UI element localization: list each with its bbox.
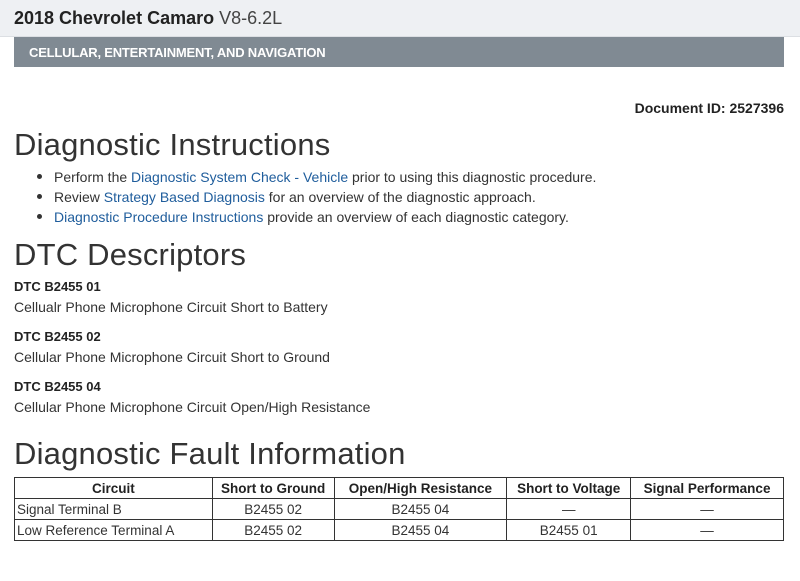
table-cell: — xyxy=(631,499,784,520)
document-id: Document ID: 2527396 xyxy=(634,100,784,116)
column-header: Short to Voltage xyxy=(507,478,631,499)
instruction-text: prior to using this diagnostic procedure. xyxy=(348,169,597,185)
table-cell: B2455 04 xyxy=(334,499,507,520)
dtc-code: DTC B2455 04 xyxy=(14,379,101,394)
table-cell: B2455 04 xyxy=(334,520,507,541)
dtc-entry xyxy=(14,279,328,315)
column-header: Circuit xyxy=(15,478,213,499)
top-bar xyxy=(0,0,800,37)
dtc-description: Cellular Phone Microphone Circuit Open/High Resistance xyxy=(14,399,371,415)
column-header: Short to Ground xyxy=(212,478,334,499)
instruction-text: provide an overview of each diagnostic category. xyxy=(263,209,569,225)
dtc-description: Cellualr Phone Microphone Circuit Short to Battery xyxy=(14,299,328,315)
strategy-based-diagnosis-link[interactable]: Strategy Based Diagnosis xyxy=(103,189,265,205)
diagnostic-procedure-instructions-link[interactable]: Diagnostic Procedure Instructions xyxy=(54,209,264,225)
dtc-entry xyxy=(14,379,370,415)
table-row xyxy=(15,499,784,520)
instruction-item xyxy=(34,168,596,188)
dtc-code: DTC B2455 02 xyxy=(14,329,101,344)
vehicle-name: 2018 Chevrolet Camaro xyxy=(14,8,215,28)
instruction-text: Review xyxy=(54,189,104,205)
diagnostic-system-check-link[interactable]: Diagnostic System Check - Vehicle xyxy=(131,169,349,185)
column-header: Open/High Resistance xyxy=(334,478,507,499)
table-row xyxy=(15,520,784,541)
table-cell: — xyxy=(507,499,631,520)
table-header-row xyxy=(15,478,784,499)
table-cell: Low Reference Terminal A xyxy=(15,520,213,541)
diagnostic-instructions-heading: Diagnostic Instructions xyxy=(14,127,331,162)
dtc-entry xyxy=(14,329,330,365)
table-cell: B2455 02 xyxy=(212,520,334,541)
dtc-code: DTC B2455 01 xyxy=(14,279,101,294)
column-header: Signal Performance xyxy=(631,478,784,499)
instructions-list xyxy=(34,168,596,228)
instruction-text: Perform the xyxy=(54,169,132,185)
dtc-descriptors-heading: DTC Descriptors xyxy=(14,237,247,272)
section-banner-title: CELLULAR, ENTERTAINMENT, AND NAVIGATION xyxy=(29,45,326,60)
instruction-text: for an overview of the diagnostic approach. xyxy=(264,189,536,205)
table-cell: B2455 01 xyxy=(507,520,631,541)
section-banner xyxy=(14,37,784,67)
dtc-description: Cellular Phone Microphone Circuit Short to Ground xyxy=(14,349,330,365)
vehicle-title xyxy=(14,8,282,29)
vehicle-engine: V8-6.2L xyxy=(219,8,283,28)
diagnostic-fault-information-heading: Diagnostic Fault Information xyxy=(14,436,406,471)
table-cell: — xyxy=(631,520,784,541)
fault-information-table xyxy=(14,477,784,541)
instruction-item xyxy=(34,188,596,208)
instruction-item xyxy=(34,208,596,228)
table-cell: Signal Terminal B xyxy=(15,499,213,520)
table-cell: B2455 02 xyxy=(212,499,334,520)
